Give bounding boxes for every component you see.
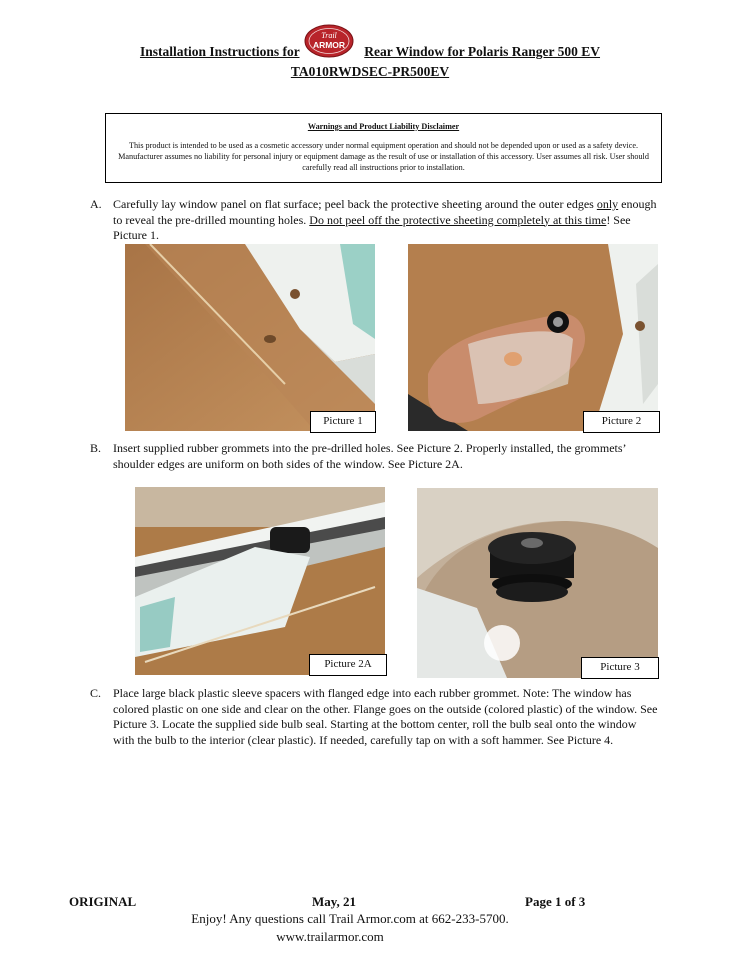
warning-title: Warnings and Product Liability Disclaimer [307, 122, 460, 131]
step-c-text: Place large black plastic sleeve spacers with flanged edge into each rubber grommet. Note: The window has colored plastic on one side and clear on the other. Flange goes on the outside (colored plastic) of the window. See Picture 3. Locate the supplied side bulb seal. Starting at the bottom center, roll the bulb seal onto the window with the bulb to the interior (clear plastic). If needed, carefully tap on with a soft hammer. See Picture 4. [113, 686, 658, 747]
step-b-letter: B. [90, 441, 102, 455]
title-right: Rear Window for Polaris Ranger 500 EV [364, 44, 601, 59]
warning-body: This product is intended to be used as a cosmetic accessory under normal equipment operation and should not be depended upon or used as a safety device. Manufacturer assumes no liability for personal injury or equipment damage as the result of use or installation of this accessory. User assumes all risk. User should carefully read all instructions prior to installation. [118, 141, 649, 172]
footer-website[interactable]: www.trailarmor.com [276, 929, 384, 944]
picture-3-caption: Picture 3 [581, 657, 659, 679]
step-a-text-4: Do not peel off the protective sheeting completely at this time [309, 212, 607, 227]
footer-date: May, 21 [312, 894, 357, 909]
picture-2a-caption: Picture 2A [309, 654, 387, 676]
logo-top-text: Trail [321, 31, 337, 40]
title-left: Installation Instructions for [139, 44, 300, 59]
trail-armor-logo [304, 24, 354, 58]
step-a-letter: A. [90, 197, 102, 211]
step-a-text-1: Carefully lay window panel on flat surface; peel back the protective sheeting around the outer edges [113, 197, 597, 211]
step-a-text-2: only [596, 197, 619, 211]
footer-original: ORIGINAL [69, 894, 137, 909]
picture-1-caption: Picture 1 [310, 411, 376, 433]
picture-2-caption: Picture 2 [583, 411, 660, 433]
logo-bottom-text: ARMOR [312, 40, 346, 50]
picture-2a-photo [135, 487, 385, 675]
picture-3-photo [417, 488, 658, 678]
warning-box [105, 113, 662, 183]
step-a-text-3: enough to reveal the pre-drilled mounting holes. [113, 197, 657, 227]
step-b [90, 441, 660, 472]
footer-page-number: Page 1 of 3 [525, 894, 586, 909]
part-number: TA010RWDSEC-PR500EV [290, 64, 450, 79]
document-title [0, 44, 740, 60]
step-a [90, 197, 660, 244]
picture-1-photo [125, 244, 375, 431]
step-a-text-5: ! See Picture 1. [113, 212, 631, 242]
picture-2-photo [408, 244, 658, 431]
step-c [90, 686, 660, 748]
step-c-letter: C. [90, 686, 102, 700]
footer-contact: Enjoy! Any questions call Trail Armor.com at 662-233-5700. [191, 911, 509, 926]
step-b-text: Insert supplied rubber grommets into the pre-drilled holes. See Picture 2. Properly installed, the grommets’ shoulder edges are uniform on both sides of the window. See Picture 2A. [113, 441, 626, 471]
